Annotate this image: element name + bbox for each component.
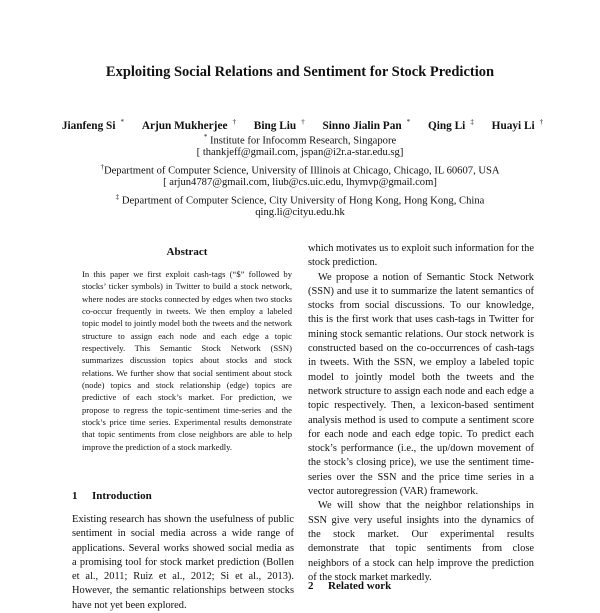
paragraph: which motivates us to exploit such information for the stock prediction.: [308, 243, 534, 269]
affiliation-emails: qing.li@cityu.edu.hk: [255, 207, 345, 218]
paper-title: Exploiting Social Relations and Sentiment for Stock Prediction: [105, 64, 495, 80]
affiliation-emails: [ thankjeff@gmail.com, jspan@i2r.a-star.edu.sg]: [196, 147, 404, 158]
right-column-text: [308, 242, 534, 585]
affiliation: * Institute for Infocomm Research, Singapore: [203, 133, 397, 147]
abstract-heading: Abstract: [166, 246, 208, 258]
introduction-text: Existing research has shown the usefulness of public sentiment in social media across a wide range of applications. Several works showed social media as a promising tool for stock market prediction (Bollen et al., 2011; Ruiz et al., 2012; Si et al., 2013). However, the semantic relationships between stocks have not yet been explored.: [72, 514, 294, 611]
affiliation: †Department of Computer Science, University of Illinois at Chicago, Chicago, IL 60607, USA: [100, 163, 500, 177]
affiliation: ‡ Department of Computer Science, City University of Hong Kong, Hong Kong, China: [115, 193, 485, 207]
section-heading: 2 Related work: [308, 580, 392, 592]
affiliation-emails: [ arjun4787@gmail.com, liub@cs.uic.edu, lhymvp@gmail.com]: [163, 177, 437, 188]
author: Bing Liu †: [253, 118, 305, 132]
section-heading: 1 Introduction: [72, 490, 152, 502]
author: Jianfeng Si *: [61, 118, 124, 132]
author: Huayi Li †: [491, 118, 544, 132]
paragraph: We will show that the neighbor relationships in SSN give very useful insights into the dynamics of the stock market. Our experimental results demonstrate that topic sentiments from close neighbors of a stock can help improve the prediction of the stock market markedly.: [308, 500, 534, 583]
abstract-text: In this paper we first exploit cash-tags (“$” followed by stocks’ ticker symbols) in Twitter to build a stock network, where nodes are stocks connected by edges when two stocks co-occur frequently in tweets. We then employ a labeled topic model to jointly model both the tweets and the network structure to assign each node and each edge a topic respectively. This Semantic Stock Network (SSN) summarizes discussion topics about stocks and stock relations. We further show that social sentiment about stock (node) topics and stock relationship (edge) topics are predictive of each stock’s market. For prediction, we propose to regress the topic-sentiment time-series and the stock’s price time series. Experimental results demonstrate that topic sentiments from close neighbors are able to help improve the prediction of a stock markedly.: [82, 269, 292, 452]
author: Qing Li ‡: [427, 118, 474, 132]
author: Sinno Jialin Pan *: [322, 118, 411, 132]
author: Arjun Mukherjee †: [141, 118, 236, 132]
paragraph: We propose a notion of Semantic Stock Network (SSN) and use it to summarize the latent semantics of stocks from social discussions. To our knowledge, this is the first work that uses cash-tags in Twitter for mining stock semantic relations. Our stock network is constructed based on the co-occurrences of cash-tags in tweets. With the SSN, we employ a labeled topic model to jointly model both the tweets and the network structure to assign each node and each edge a topic respectively. Then, a lexicon-based sentiment analysis method is used to compute a sentiment score for each node and each edge topic. To predict each stock’s performance (i.e., the up/down movement of the stock’s closing price), we use the sentiment time-series over the SSN and the price time series in a vector autoregression (VAR) framework.: [308, 271, 534, 498]
